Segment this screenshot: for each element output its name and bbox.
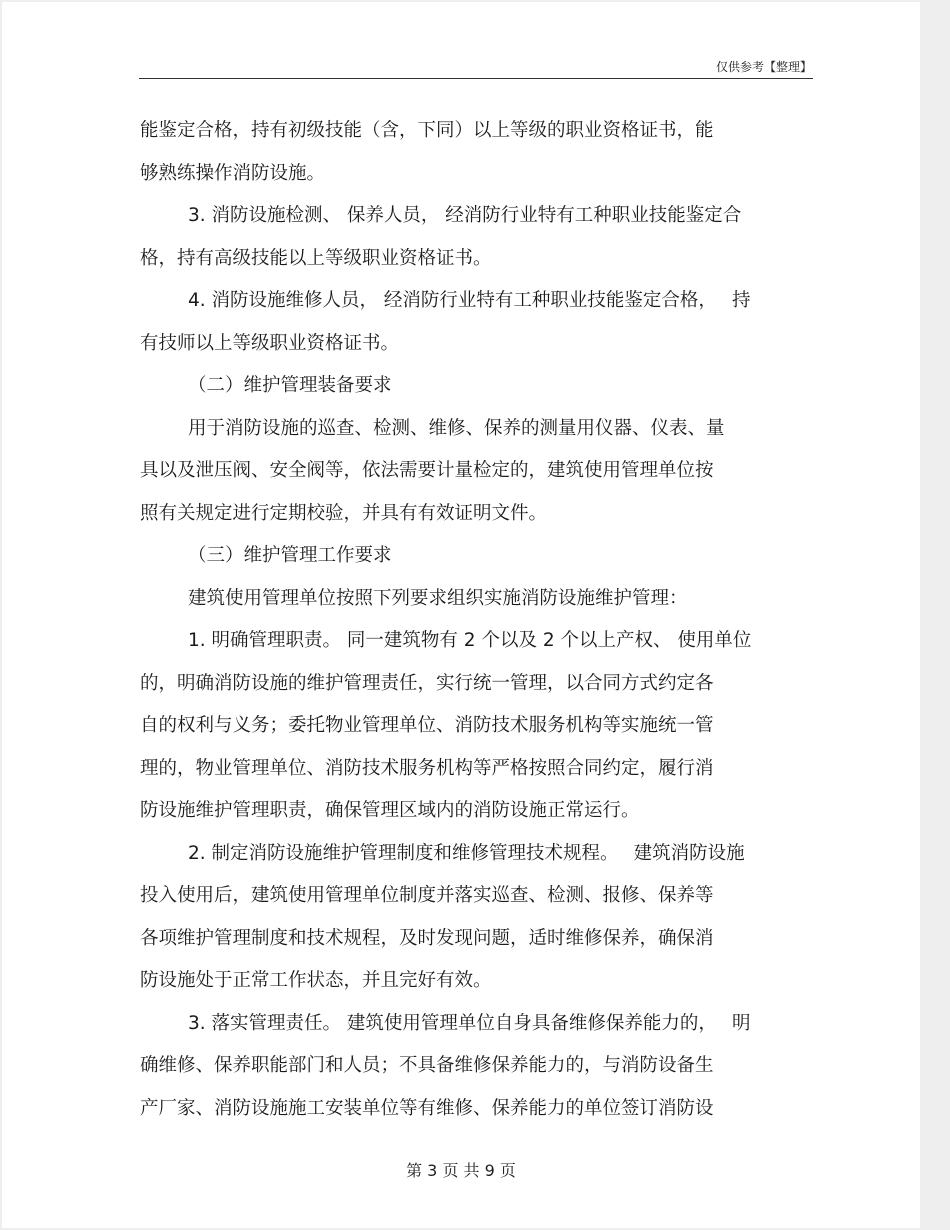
text-line: 有技师以上等级职业资格证书。 (140, 332, 400, 354)
text-line: 3. 消防设施检测、 保养人员， 经消防行业特有工种职业技能鉴定合 (188, 205, 742, 226)
text-line: 用于消防设施的巡查、检测、维修、保养的测量用仪器、仪表、量 (188, 417, 725, 439)
text-line: 够熟练操作消防设施。 (140, 162, 326, 184)
text-line: 自的权利与义务；委托物业管理单位、消防技术服务机构等实施统一管 (140, 715, 714, 736)
text-line: 防设施处于正常工作状态，并且完好有效。 (140, 970, 492, 991)
text-line: 具以及泄压阀、安全阀等，依法需要计量检定的，建筑使用管理单位按 (140, 460, 714, 481)
text-line: 2. 制定消防设施维护管理制度和维修管理技术规程。 建筑消防设施 (188, 842, 745, 864)
page-header: 仅供参考【整理】 (715, 60, 812, 74)
text-line: 4. 消防设施维修人员， 经消防行业特有工种职业技能鉴定合格， 持 (188, 290, 751, 311)
text-line: 防设施维护管理职责，确保管理区域内的消防设施正常运行。 (140, 800, 640, 821)
document-page (2, 2, 920, 1228)
text-line: 照有关规定进行定期校验，并具有有效证明文件。 (140, 502, 548, 524)
text-line: （三）维护管理工作要求 (188, 545, 392, 566)
text-line: 的，明确消防设施的维护管理责任，实行统一管理，以合同方式约定各 (140, 672, 714, 694)
header-divider (139, 78, 813, 79)
text-line: 投入使用后，建筑使用管理单位制度并落实巡查、检测、报修、保养等 (140, 885, 714, 906)
text-line: 产厂家、消防设施施工安装单位等有维修、保养能力的单位签订消防设 (140, 1097, 714, 1119)
text-line: 能鉴定合格，持有初级技能（含，下同）以上等级的职业资格证书，能 (140, 120, 714, 141)
text-line: 格，持有高级技能以上等级职业资格证书。 (140, 247, 492, 269)
body-text (140, 110, 812, 1130)
text-line: 1. 明确管理职责。 同一建筑物有 2 个以及 2 个以上产权、 使用单位 (188, 630, 752, 651)
text-line: 确维修、保养职能部门和人员；不具备维修保养能力的，与消防设备生 (140, 1055, 714, 1076)
text-line: 理的，物业管理单位、消防技术服务机构等严格按照合同约定，履行消 (140, 757, 714, 779)
text-line: （二）维护管理装备要求 (188, 375, 392, 396)
page-footer: 第 3 页 共 9 页 (406, 1161, 516, 1180)
text-line: 3. 落实管理责任。 建筑使用管理单位自身具备维修保养能力的， 明 (188, 1012, 751, 1034)
text-line: 各项维护管理制度和技术规程，及时发现问题，适时维修保养，确保消 (140, 927, 714, 949)
text-line: 建筑使用管理单位按照下列要求组织实施消防设施维护管理： (188, 587, 688, 609)
